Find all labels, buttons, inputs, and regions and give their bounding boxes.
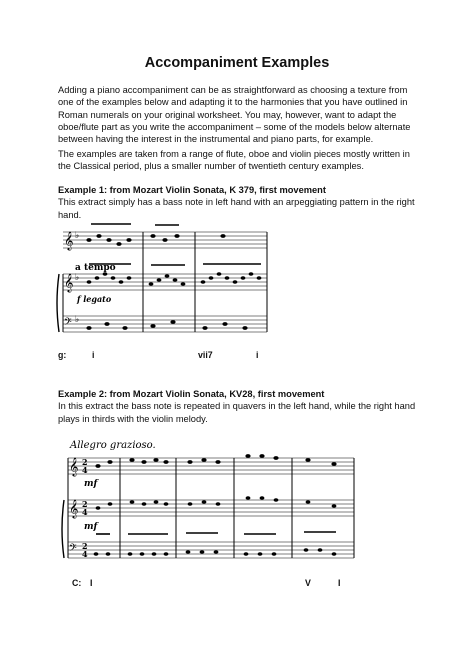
flat-icon: ♭: [75, 231, 80, 241]
dynamic-marking: mf: [84, 522, 98, 532]
example2-text: [58, 388, 418, 425]
example2-heading: Example 2: from Mozart Violin Sonata, KV28, first movement: [58, 389, 325, 399]
tempo-marking: Allegro grazioso.: [70, 440, 156, 451]
treble-clef-icon: 𝄞: [69, 499, 79, 518]
sources-paragraph: The examples are taken from a range of flute, oboe and violin pieces mostly written in the Classical period, plus a smaller number of twentieth century examples.: [58, 149, 410, 172]
example1-score: [55, 222, 275, 346]
dynamic-marking: mf: [84, 479, 98, 489]
flat-icon: ♭: [75, 273, 80, 283]
time-signature: [82, 457, 88, 559]
svg-text:2: 2: [82, 499, 88, 509]
example1-description: This extract simply has a bass note in left hand with an arpeggiating pattern in the right hand.: [58, 197, 415, 220]
staff-piano-bass: [68, 542, 354, 558]
example1-text: [58, 184, 418, 221]
key-label: C:: [72, 578, 82, 588]
svg-text:2: 2: [82, 541, 88, 551]
chord-label: i: [256, 350, 259, 360]
intro-paragraph: Adding a piano accompaniment can be as straightforward as choosing a texture from one of the examples below and adapting it to the harmonies that you have outlined in Roman numerals on your original worksheet. You may, however, want to adapt the oboe/flute part as you write the accompaniment – some of the models below alternate between having the interest in the instrumental and piano parts, for example.: [58, 85, 411, 145]
dynamic-marking: f legato: [77, 294, 112, 304]
key-label: g:: [58, 350, 67, 360]
chord-label: i: [92, 350, 95, 360]
chord-label: V: [305, 578, 311, 588]
flat-icon: ♭: [75, 315, 80, 325]
svg-text:2: 2: [82, 457, 88, 467]
treble-clef-icon: 𝄞: [69, 457, 79, 476]
notes: [94, 454, 337, 556]
chord-label: I: [338, 578, 341, 588]
example1-heading: Example 1: from Mozart Violin Sonata, K 379, first movement: [58, 185, 326, 195]
bass-clef-icon: 𝄢: [69, 542, 77, 556]
example2-chords: [72, 578, 372, 590]
svg-text:4: 4: [82, 465, 88, 475]
chord-label: I: [90, 578, 93, 588]
beams: [89, 224, 261, 265]
tempo-marking: a tempo: [75, 263, 116, 273]
beams: [96, 532, 336, 534]
example2-description: In this extract the bass note is repeated in quavers in the left hand, while the right hand plays in thirds with the violin melody.: [58, 401, 416, 424]
page-title: Accompaniment Examples: [144, 55, 330, 71]
svg-text:4: 4: [82, 549, 88, 559]
brace: [57, 274, 59, 332]
treble-clef-icon: 𝄞: [64, 273, 74, 292]
example1-chords: [58, 350, 418, 362]
treble-clef-icon: 𝄞: [64, 231, 74, 250]
svg-text:4: 4: [82, 507, 88, 517]
example2-score: [58, 438, 358, 570]
staff-piano-bass: [63, 316, 267, 332]
brace: [62, 500, 64, 558]
chord-label: vii7: [198, 350, 213, 360]
bass-clef-icon: 𝄢: [64, 316, 72, 330]
